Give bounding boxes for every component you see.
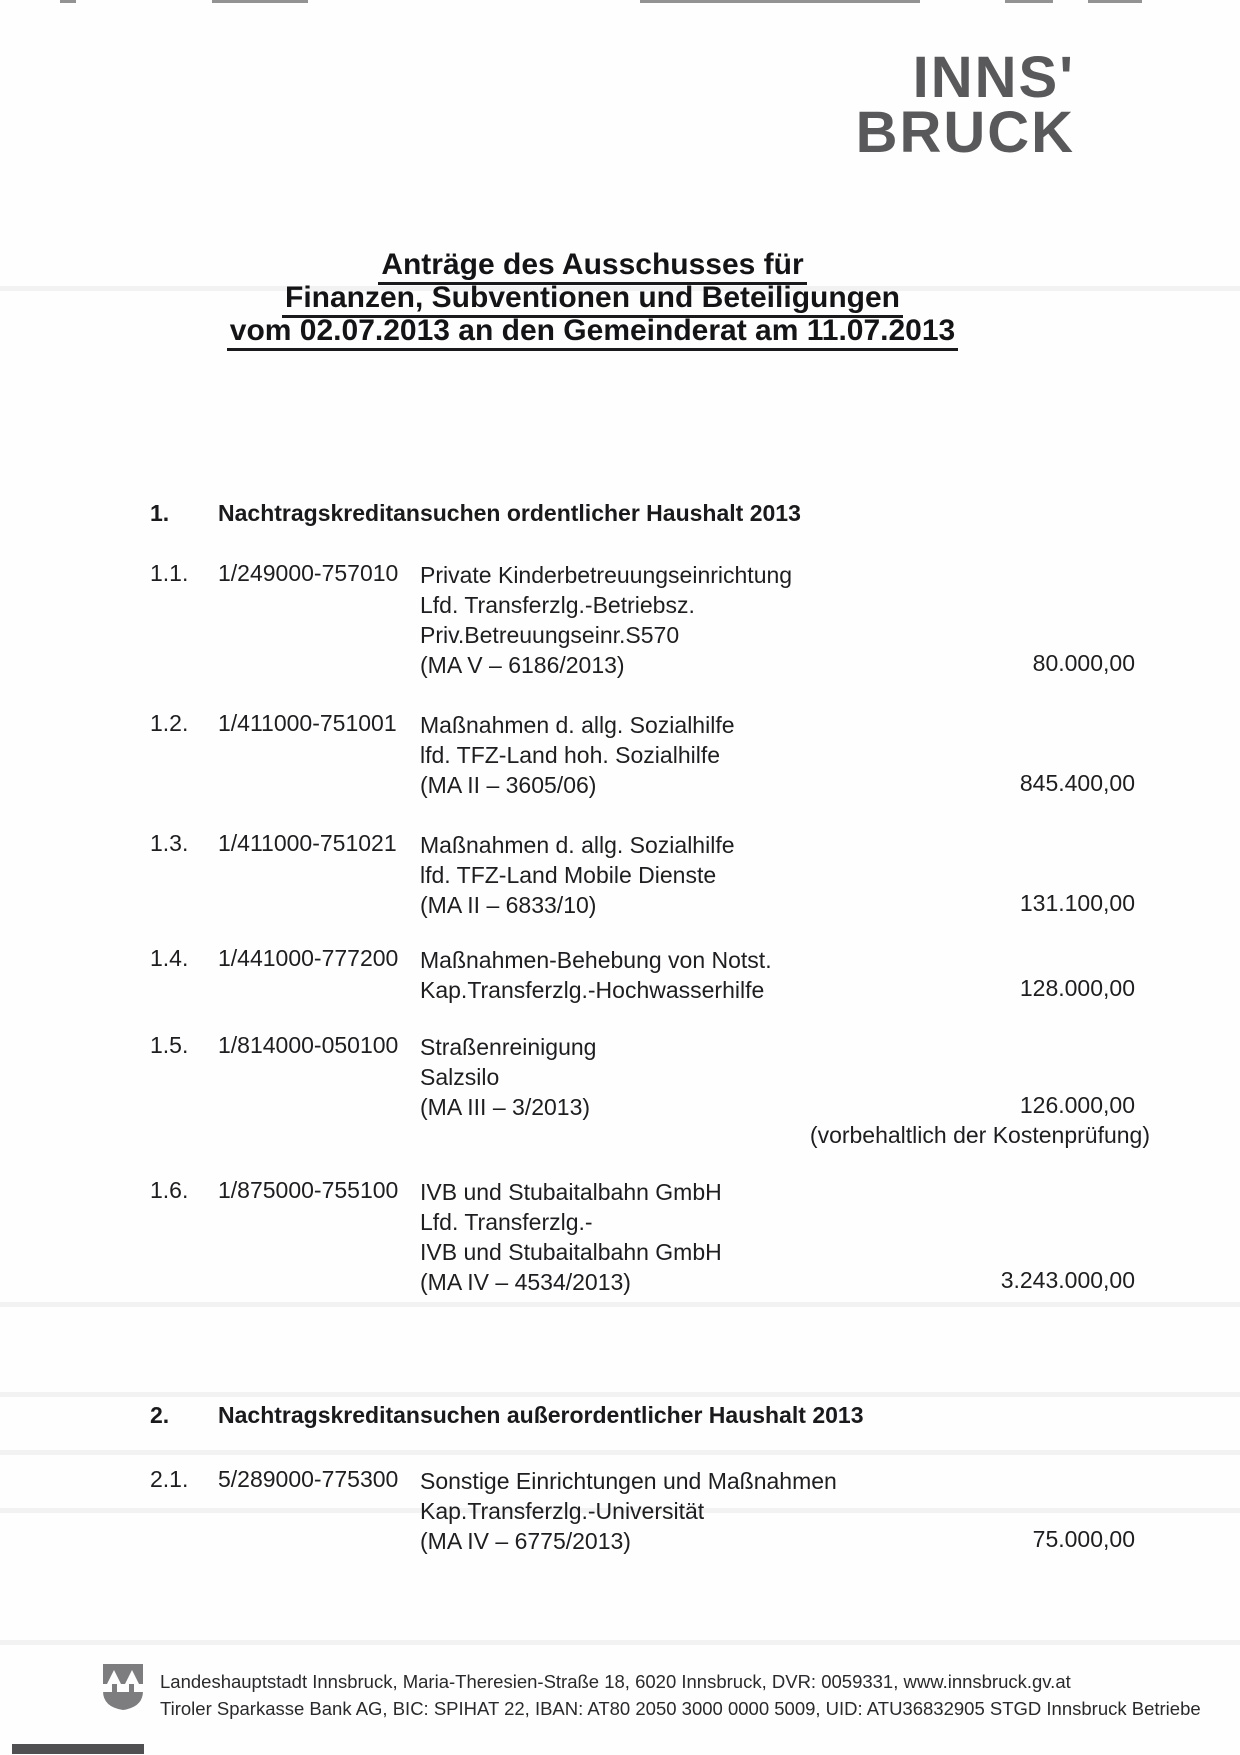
item-account: 5/289000-775300 xyxy=(218,1466,399,1492)
item-description-line: Priv.Betreuungseinr.S570 xyxy=(420,622,680,648)
item-description-line: Lfd. Transferzlg.- xyxy=(420,1209,593,1235)
document-title xyxy=(30,248,1155,347)
item-description-line: Maßnahmen d. allg. Sozialhilfe xyxy=(420,832,735,858)
section-heading: Nachtragskreditansuchen ordentlicher Haushalt 2013 xyxy=(218,500,801,526)
scan-line-artifact xyxy=(0,1450,1240,1455)
item-description-line: (MA III – 3/2013) xyxy=(420,1094,591,1120)
section-heading: Nachtragskreditansuchen außerordentlicher Haushalt 2013 xyxy=(218,1402,864,1428)
title-line: Anträge des Ausschusses für xyxy=(30,248,1155,281)
item-amount: 75.000,00 xyxy=(1032,1526,1135,1552)
item-description-line: Salzsilo xyxy=(420,1064,500,1090)
section-number: 1. xyxy=(150,500,170,526)
title-line: vom 02.07.2013 an den Gemeinderat am 11.07.2013 xyxy=(30,314,1155,347)
item-account: 1/411000-751021 xyxy=(218,830,397,856)
item-description xyxy=(420,1177,722,1297)
item-description xyxy=(420,710,735,800)
item-amount: 131.100,00 xyxy=(1019,890,1135,916)
logo-line-1: INNS' xyxy=(912,45,1075,110)
item-description xyxy=(420,1032,596,1122)
item-account: 1/411000-751001 xyxy=(218,710,397,736)
item-number: 1.3. xyxy=(150,830,189,856)
item-description-line: Kap.Transferzlg.-Universität xyxy=(420,1498,705,1524)
scan-edge-artifact xyxy=(212,0,308,3)
scan-line-artifact xyxy=(0,1392,1240,1397)
innsbruck-logo xyxy=(855,45,1075,165)
item-account: 1/814000-050100 xyxy=(218,1032,399,1058)
item-description xyxy=(420,945,772,1005)
item-number: 1.1. xyxy=(150,560,189,586)
scan-edge-artifact xyxy=(640,0,920,3)
item-description-line: Private Kinderbetreuungseinrichtung xyxy=(420,562,793,588)
item-account: 1/441000-777200 xyxy=(218,945,399,971)
item-amount: 845.400,00 xyxy=(1019,770,1135,796)
item-description xyxy=(420,1466,837,1556)
item-description-line: Maßnahmen d. allg. Sozialhilfe xyxy=(420,712,735,738)
item-number: 1.5. xyxy=(150,1032,189,1058)
item-number: 1.2. xyxy=(150,710,189,736)
scan-line-artifact xyxy=(0,1302,1240,1307)
item-description-line: (MA V – 6186/2013) xyxy=(420,652,625,678)
item-description-line: (MA II – 3605/06) xyxy=(420,772,597,798)
item-description-line: lfd. TFZ-Land hoh. Sozialhilfe xyxy=(420,742,721,768)
item-description-line: (MA IV – 6775/2013) xyxy=(420,1528,631,1554)
item-description-line: Lfd. Transferzlg.-Betriebsz. xyxy=(420,592,695,618)
item-description-line: lfd. TFZ-Land Mobile Dienste xyxy=(420,862,717,888)
item-number: 1.6. xyxy=(150,1177,189,1203)
scan-bottom-artifact xyxy=(12,1744,144,1754)
item-description xyxy=(420,560,792,680)
item-account: 1/249000-757010 xyxy=(218,560,399,586)
section-number: 2. xyxy=(150,1402,170,1428)
item-description-line: (MA IV – 4534/2013) xyxy=(420,1269,631,1295)
item-number: 2.1. xyxy=(150,1466,189,1492)
item-description-line: Kap.Transferzlg.-Hochwasserhilfe xyxy=(420,977,765,1003)
item-description-line: Straßenreinigung xyxy=(420,1034,597,1060)
scan-edge-artifact xyxy=(60,0,76,3)
title-line: Finanzen, Subventionen und Beteiligungen xyxy=(30,281,1155,314)
innsbruck-shield-icon xyxy=(100,1661,146,1713)
item-amount: 3.243.000,00 xyxy=(1000,1267,1135,1293)
item-account: 1/875000-755100 xyxy=(218,1177,399,1203)
item-description-line: IVB und Stubaitalbahn GmbH xyxy=(420,1179,722,1205)
item-amount: 126.000,00 xyxy=(1019,1092,1135,1118)
item-description xyxy=(420,830,735,920)
item-amount: 80.000,00 xyxy=(1032,650,1135,676)
footer-bank-line: Tiroler Sparkasse Bank AG, BIC: SPIHAT 22, IBAN: AT80 2050 3000 0000 5009, UID: ATU36832905 STGD Innsbruck Betriebe xyxy=(160,1698,1201,1719)
item-number: 1.4. xyxy=(150,945,189,971)
footer-address-line: Landeshauptstadt Innsbruck, Maria-Theresien-Straße 18, 6020 Innsbruck, DVR: 0059331, www.innsbruck.gv.at xyxy=(160,1671,1071,1692)
item-amount: 128.000,00 xyxy=(1019,975,1135,1001)
scan-edge-artifact xyxy=(1005,0,1053,3)
item-description-line: IVB und Stubaitalbahn GmbH xyxy=(420,1239,722,1265)
item-description-line: Maßnahmen-Behebung von Notst. xyxy=(420,947,772,973)
item-description-line: Sonstige Einrichtungen und Maßnahmen xyxy=(420,1468,837,1494)
item-description-line: (MA II – 6833/10) xyxy=(420,892,597,918)
scan-line-artifact xyxy=(0,1640,1240,1645)
scan-edge-artifact xyxy=(1088,0,1142,3)
logo-line-2: BRUCK xyxy=(855,100,1075,165)
item-note: (vorbehaltlich der Kostenprüfung) xyxy=(809,1122,1150,1148)
